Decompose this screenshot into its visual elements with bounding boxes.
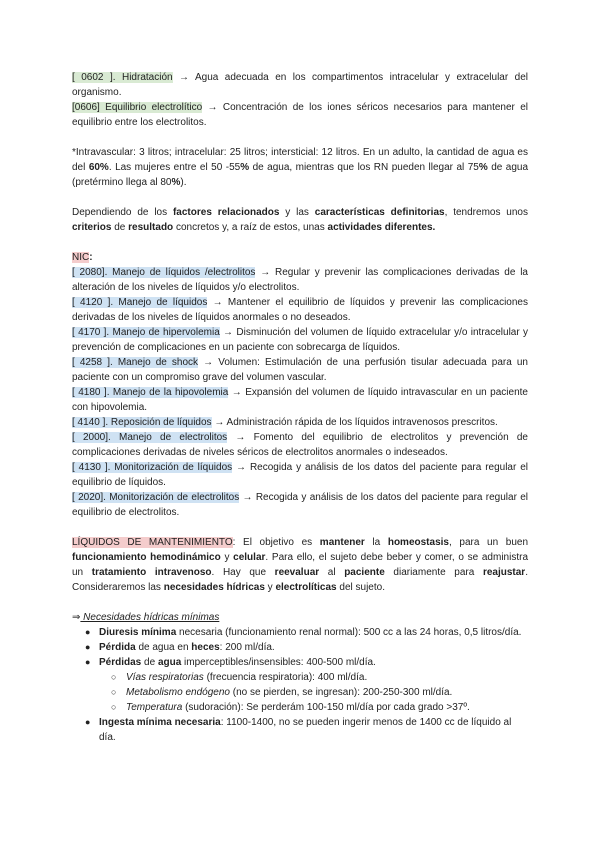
nic-item bbox=[72, 490, 528, 520]
text-run: concretos y, a raíz de estos, unas bbox=[173, 222, 328, 233]
nic-tag: [ 4140 ]. Reposición de líquidos bbox=[72, 417, 212, 428]
text-bold: reajustar bbox=[482, 567, 526, 578]
text-run: . Consideraremos las bbox=[72, 567, 528, 593]
text-bold: funcionamiento hemodinámico bbox=[72, 552, 221, 563]
text-run: . Hay que bbox=[211, 567, 275, 578]
text-bold: factores relacionados bbox=[172, 207, 280, 218]
text-run: , para un buen bbox=[448, 537, 528, 548]
text-run: (no se pierden, se ingresan): 200-250-300 ml/día. bbox=[229, 687, 453, 698]
text-run: (frecuencia respiratoria): 400 ml/día. bbox=[203, 672, 368, 683]
nic-text: → Fomento del equilibrio de electrolitos y prevención de complicaciones derivadas de niveles séricos de electrolitos anormales o indeseados. bbox=[72, 432, 528, 458]
text-run: . Para ello, el sujeto debe beber y comer, o se administra un bbox=[72, 552, 529, 578]
nic-item bbox=[72, 355, 528, 385]
nic-text: → Mantener el equilibrio de líquidos y prevenir las complicaciones derivadas de los niveles de líquidos anormales o no deseados. bbox=[72, 297, 528, 323]
nic-text: → Administración rápida de los líquidos intravenosos prescritos. bbox=[211, 417, 498, 428]
text-run: de agua, mientras que los RN pueden llegar al 75 bbox=[249, 162, 479, 173]
paragraph-equilibrio bbox=[72, 100, 528, 130]
text-run: de bbox=[111, 222, 129, 233]
text-bold: agua bbox=[157, 657, 182, 668]
nic-item bbox=[72, 325, 528, 355]
text-italic: Vías respiratorias bbox=[126, 672, 204, 683]
text-run: (sudoración): Se perderám 100-150 ml/día por cada grado >37º. bbox=[182, 702, 470, 713]
nic-item bbox=[72, 385, 528, 415]
nic-tag: [ 4130 ]. Monitorización de líquidos bbox=[72, 462, 233, 473]
sub-list-item bbox=[99, 670, 528, 685]
text-italic: Metabolismo endógeno bbox=[126, 687, 230, 698]
necesidades-list bbox=[72, 625, 528, 745]
paragraph-hidratacion bbox=[72, 70, 528, 100]
paragraph-mantenimiento bbox=[72, 535, 528, 595]
text-run: de bbox=[141, 657, 158, 668]
nic-tag: [0606] Equilibrio electrolítico bbox=[72, 102, 203, 113]
text-bold: 60% bbox=[88, 162, 109, 173]
paragraph-text: → Concentración de los iones séricos necesarios para mantener el equilibrio entre los electrolitos. bbox=[72, 102, 528, 128]
text-bold: : bbox=[89, 252, 93, 263]
text-bold: electrolíticas bbox=[275, 582, 337, 593]
text-bold: Diuresis mínima bbox=[99, 627, 177, 638]
arrow-icon: ⇒ bbox=[72, 612, 81, 623]
nic-heading bbox=[72, 250, 528, 265]
text-bold: % bbox=[171, 177, 181, 188]
text-run: y bbox=[264, 582, 276, 593]
section-label: LÍQUIDOS DE MANTENIMIENTO bbox=[72, 537, 233, 548]
text-run: al bbox=[319, 567, 345, 578]
nic-tag: [ 4258 ]. Manejo de shock bbox=[72, 357, 199, 368]
nic-text: → Expansión del volumen de líquido intravascular en un paciente con hipovolemia. bbox=[72, 387, 528, 413]
sub-list bbox=[99, 670, 528, 715]
text-run: la bbox=[364, 537, 388, 548]
nic-tag: [ 2020]. Monitorización de electrolitos bbox=[72, 492, 240, 503]
text-bold: Pérdidas bbox=[99, 657, 142, 668]
paragraph-dependiendo bbox=[72, 205, 528, 235]
nic-tag: [ 4180 ]. Manejo de la hipovolemia bbox=[72, 387, 229, 398]
text-bold: características definitorias bbox=[314, 207, 445, 218]
text-run: , tendremos unos bbox=[444, 207, 528, 218]
paragraph-intravascular bbox=[72, 145, 528, 190]
text-bold: actividades diferentes. bbox=[327, 222, 436, 233]
nic-text: → Regular y prevenir las complicaciones derivadas de la alteración de los niveles de líquidos y/o electrolitos. bbox=[72, 267, 528, 293]
text-run: necesaria (funcionamiento renal normal): 500 cc a las 24 horas, 0,5 litros/día. bbox=[176, 627, 522, 638]
nic-text: → Volumen: Estimulación de una perfusión tisular adecuada para un paciente con un compromiso grave del volumen vascular. bbox=[72, 357, 528, 383]
list-item bbox=[72, 715, 528, 745]
text-bold: mantener bbox=[319, 537, 365, 548]
nic-label: NIC bbox=[72, 252, 90, 263]
text-bold: homeostasis bbox=[387, 537, 449, 548]
text-run: ). bbox=[180, 177, 187, 188]
list-item bbox=[72, 655, 528, 715]
subsection-title: Necesidades hídricas mínimas bbox=[80, 612, 220, 623]
text-bold: necesidades hídricas bbox=[163, 582, 265, 593]
text-run: : 200 ml/día. bbox=[219, 642, 275, 653]
text-run: y bbox=[220, 552, 234, 563]
text-run: Dependiendo de los bbox=[72, 207, 173, 218]
sub-list-item bbox=[99, 685, 528, 700]
text-bold: heces bbox=[191, 642, 220, 653]
list-item bbox=[72, 625, 528, 640]
text-run: imperceptibles/insensibles: 400-500 ml/día. bbox=[181, 657, 376, 668]
nic-item bbox=[72, 265, 528, 295]
text-run: y las bbox=[279, 207, 315, 218]
nic-text: → Disminución del volumen de líquido extracelular y/o intracelular y prevención de complicaciones en un paciente con sobrecarga de líquidos. bbox=[72, 327, 528, 353]
text-run: . Las mujeres entre el 50 -55 bbox=[108, 162, 241, 173]
list-item bbox=[72, 640, 528, 655]
text-bold: Ingesta mínima necesaria bbox=[99, 717, 221, 728]
text-run: : El objetivo es bbox=[232, 537, 320, 548]
text-run: de agua (pretérmino llega al 80 bbox=[72, 162, 529, 188]
text-bold: % bbox=[240, 162, 250, 173]
nic-item bbox=[72, 460, 528, 490]
text-bold: paciente bbox=[344, 567, 385, 578]
nic-list bbox=[72, 265, 528, 520]
document-page bbox=[72, 70, 528, 745]
text-bold: reevaluar bbox=[274, 567, 320, 578]
nic-tag: [ 4120 ]. Manejo de líquidos bbox=[72, 297, 208, 308]
text-run: : 1100-1400, no se pueden ingerir menos de 1400 cc de líquido al día. bbox=[99, 717, 512, 743]
nic-tag: [ 2080]. Manejo de líquidos /electrolitos bbox=[72, 267, 256, 278]
nic-text: → Recogida y análisis de los datos del paciente para regular el equilibrio de líquidos. bbox=[72, 462, 528, 488]
text-bold: Pérdida bbox=[99, 642, 136, 653]
text-run: de agua en bbox=[135, 642, 192, 653]
nic-text: → Recogida y análisis de los datos del paciente para regular el equilibrio de electrolitos. bbox=[72, 492, 528, 518]
text-run: del sujeto. bbox=[336, 582, 385, 593]
paragraph-text: → Agua adecuada en los compartimentos intracelular y extracelular del organismo. bbox=[72, 72, 528, 98]
text-italic: Temperatura bbox=[126, 702, 183, 713]
nic-tag: [ 0602 ]. Hidratación bbox=[72, 72, 173, 83]
nic-item bbox=[72, 430, 528, 460]
necesidades-heading bbox=[72, 610, 528, 625]
text-bold: % bbox=[478, 162, 488, 173]
text-bold: celular bbox=[233, 552, 266, 563]
sub-list-item bbox=[99, 700, 528, 715]
text-bold: criterios bbox=[72, 222, 112, 233]
text-run: *Intravascular: 3 litros; intracelular: 25 litros; intersticial: 12 litros. En un adulto, la cantidad de agua es del bbox=[72, 147, 528, 173]
text-run: diariamente para bbox=[384, 567, 483, 578]
nic-item bbox=[72, 295, 528, 325]
nic-item bbox=[72, 415, 528, 430]
text-bold: resultado bbox=[128, 222, 174, 233]
nic-tag: [ 4170 ]. Manejo de hipervolemia bbox=[72, 327, 220, 338]
nic-tag: [ 2000]. Manejo de electrolitos bbox=[72, 432, 228, 443]
text-bold: tratamiento intravenoso bbox=[91, 567, 212, 578]
